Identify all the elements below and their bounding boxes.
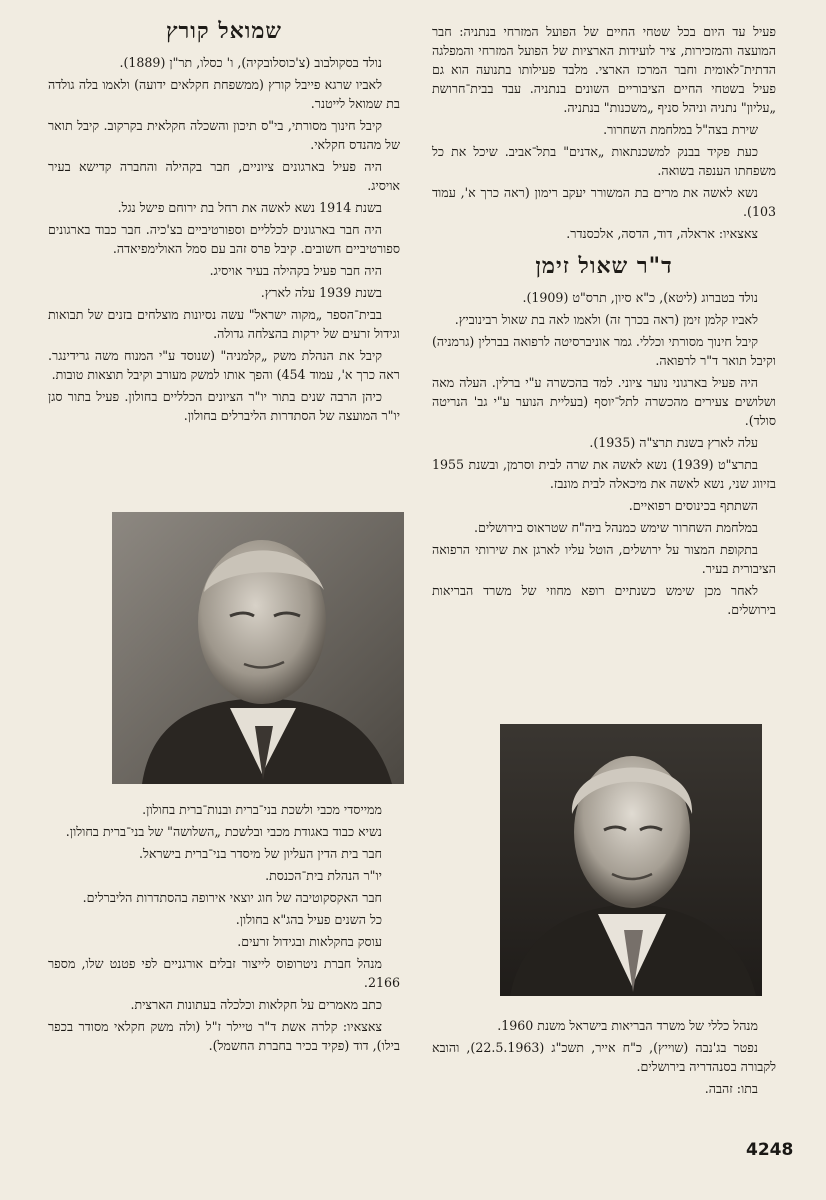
paragraph: היה פעיל בארגונים ציוניים, חבר בקהילה והחברה קדישא בעיר אויסיג. bbox=[48, 159, 400, 193]
biography-heading-shaul-zeiman: ד"ר שאול זימן bbox=[535, 253, 673, 279]
paragraph: נשא לאשה את מרים בת המשורר יעקב רימון (ראה כרך א', עמוד 103). bbox=[432, 185, 776, 219]
portrait-photo-shaul-zeiman bbox=[500, 724, 762, 996]
biography-shaul-zeiman bbox=[432, 288, 776, 619]
paragraph: השתתף בכינוסים רפואיים. bbox=[628, 498, 758, 513]
paragraph: בשנת 1914 נשא לאשה את רחל בת ירוחם פישל נגל. bbox=[117, 200, 382, 215]
paragraph: נולד בסקולבוב (צ'כוסלובקיה), ו' כסלו, תר"ן (1889). bbox=[119, 55, 382, 70]
paragraph: בשנת 1939 עלה לארץ. bbox=[260, 285, 382, 300]
paragraph: חבר בית הדין העליון של מיסדר בני־ברית בישראל. bbox=[138, 846, 382, 861]
portrait-image bbox=[500, 724, 762, 996]
paragraph: עוסק בחקלאות ובגידול זרעים. bbox=[237, 934, 382, 949]
paragraph: לאחר מכן שימש כשנתיים רופא מחוזי של משרד הבריאות בירושלים. bbox=[432, 583, 776, 617]
paragraph: כל השנים פעיל בהג"א בחולון. bbox=[235, 912, 382, 927]
paragraph: נשיא כבוד באגודת מכבי ובלשכת „השלושה" של בני־ברית בחולון. bbox=[65, 824, 382, 839]
paragraph: נולד בטברוג (ליטא), כ"א סיון, תרס"ט (1909). bbox=[522, 290, 758, 305]
paragraph: כעת פקיד בבנק למשכנתאות „אדנים" בתל־אביב. שיכל את כל משפחתו הענפה בשואה. bbox=[432, 144, 776, 178]
paragraph: מנהל כללי של משרד הבריאות בישראל משנת 1960. bbox=[497, 1018, 758, 1033]
left-column bbox=[48, 18, 400, 428]
paragraph: לאביו קלמן זימן (ראה בכרך זה) ולאמו לאה בת שאול רבינוביץ. bbox=[454, 312, 758, 327]
paragraph: מנהל חברת ניטרופוס לייצור זבלים אורגניים לפי פטנט שלו, מספר 2166. bbox=[48, 956, 400, 990]
paragraph: בתקופת המצור על ירושלים, הוטל עליו לארגן את שירותי הרפואה הציבורית בעיר. bbox=[432, 542, 776, 576]
biography-shmuel-kurtz bbox=[48, 53, 400, 425]
paragraph: ממייסדי מכבי ולשכת בני־ברית ובנות־ברית בחולון. bbox=[142, 802, 382, 817]
paragraph: קיבל את הנהלת משק „קלמניה" (שנוסד ע"י המנוח משה גרידינגר. ראה כרך א', עמוד 454) והפך אותו למשק מעורב וקיבל תוצאות טובות. bbox=[48, 348, 400, 382]
paragraph: היה פעיל בארגוני נוער ציוני. למד בהכשרה ע"י ברלין. העלה מאה ושלושים צעירים מהכשרה לתל־יוסף (בעליית הנוער ע"י גב' הנריטה סולד). bbox=[432, 375, 776, 428]
paragraph: היה חבר פעיל בקהילה בעיר אויסיג. bbox=[209, 263, 382, 278]
paragraph: יו"ר הנהלת בית־הכנסת. bbox=[265, 868, 382, 883]
paragraph: קיבל חינוך מסורתי וכללי. גמר אוניברסיטה לרפואה בברלין (גרמניה) וקיבל תואר ד"ר לרפואה. bbox=[432, 334, 776, 368]
paragraph: עלה לארץ בשנת תרצ"ה (1935). bbox=[589, 435, 758, 450]
paragraph: קיבל חינוך מסורתי, בי"ס תיכון והשכלה חקלאית בקרקוב. קיבל תואר של מהנדס חקלאי. bbox=[48, 118, 400, 152]
paragraph: לאביו שרגא פייבל קורץ (ממשפחת חקלאים ידועה) ולאמו בלה גולדה בת שמואל לייטנר. bbox=[48, 77, 400, 111]
left-column-continued bbox=[48, 800, 400, 1058]
paragraph: שירת בצה"ל במלחמת השחרור. bbox=[603, 122, 758, 137]
continued-biography bbox=[432, 22, 776, 243]
paragraph: במלחמת השחרור שימש כמנהל ביה"ח שטראוס בירושלים. bbox=[474, 520, 758, 535]
paragraph: כיהן הרבה שנים בתור יו"ר הציונים הכלליים בחולון. פעיל בתור סגן יו"ר המועצה של הסתדרות הליברלים בחולון. bbox=[48, 389, 400, 423]
paragraph: בבית־הספר „מקוה ישראל" עשה נסיונות מוצלחים בזנים של תבואות וגידול זרעים של ירקות בהצלחה גדולה. bbox=[48, 307, 400, 341]
portrait-image bbox=[112, 512, 404, 784]
portrait-photo-shmuel-kurtz bbox=[112, 512, 404, 784]
paragraph: צאצאיו: קלרה אשת ד"ר טיילר ז"ל (ולה משק חקלאי מסודר בכפר בילו), דוד (פקיד בכיר בחברת החשמל). bbox=[48, 1019, 400, 1053]
right-column bbox=[432, 22, 776, 622]
right-column-continued bbox=[432, 1016, 776, 1101]
biography-heading-shmuel-kurtz: שמואל קורץ bbox=[166, 18, 282, 44]
paragraph: נפטר בג'נבה (שוייץ), כ"ח אייר, תשכ"ג (22.5.1963), והובא לקבורה בסנהדריה בירושלים. bbox=[432, 1040, 776, 1074]
paragraph: פעיל עד היום בכל שטחי החיים של הפועל המזרחי בנתניה: חבר המועצה והמזכירות, ציר לועידות הארציות של הפועל המזרחי והמפלגה הדתית־לאומית וחבר המרכז הארצי. מלבד פעילותו בתנועה הוא גם פעיל בשטחי החיים הציבוריים השונים בנתניה. עבד בבית־חרושת „עליון" נתניה וניהל סניף „משכנות" בנתניה. bbox=[432, 24, 776, 115]
paragraph: צאצאיו: אראלה, דוד, הדסה, אלכסנדר. bbox=[566, 226, 758, 241]
paragraph: היה חבר בארגונים לכלליים וספורטיביים בצ'כיה. חבר כבוד בארגונים ספורטיביים חשובים. קיבל פרס זהב עם סמל האולימפיאדה. bbox=[48, 222, 400, 256]
paragraph: בתרצ"ט (1939) נשא לאשה את שרה לבית וסרמן, ובשנת 1955 בזיווג שני, נשא לאשה את מיכאלה לבית מונבז. bbox=[432, 457, 776, 491]
paragraph: חבר האקסקוטיבה של חוג יוצאי אירופה בהסתדרות הליברלים. bbox=[82, 890, 382, 905]
paragraph: כתב מאמרים על חקלאות וכלכלה בעתונות הארצית. bbox=[130, 997, 382, 1012]
page-number: 4248 bbox=[746, 1140, 794, 1160]
paragraph: בתו: זהבה. bbox=[704, 1081, 758, 1096]
